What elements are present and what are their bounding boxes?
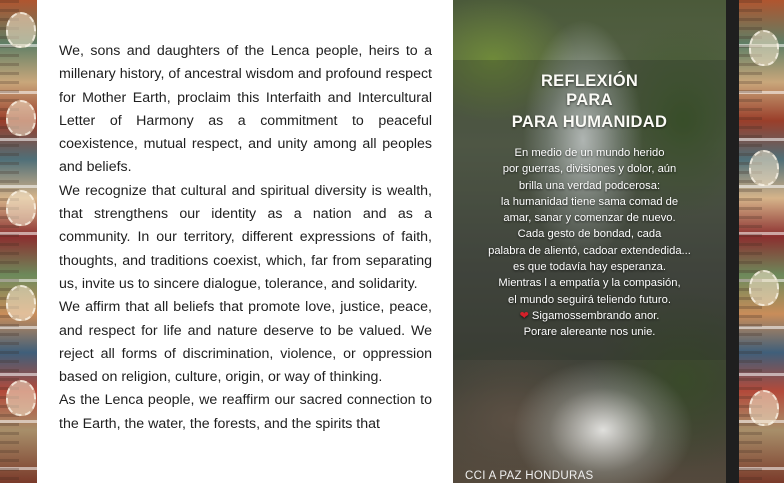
poem-line-with-heart (471, 308, 708, 324)
poem-line: brilla una verdad podcerosa: (518, 179, 661, 192)
stamp-collage-left (0, 0, 37, 483)
poster-poem (471, 145, 708, 341)
poster-title-line-3: PARA HUMANIDAD (511, 113, 668, 131)
stamp-portrait-icon (749, 30, 779, 66)
stamp-portrait-icon (6, 12, 36, 48)
poem-line: es que todavía hay esperanza. (512, 261, 666, 274)
letter-paragraph-3: We affirm that all beliefs that promote love, justice, peace, and respect for life and nature deserve to be valued. We reject all forms of discrimination, violence, or oppression based on religion, culture, origin, or way of thinking. (59, 299, 432, 386)
poem-line: Sigamossembrando anor. (531, 309, 660, 322)
stamp-collage-right (739, 0, 784, 483)
stamp-portrait-icon (6, 380, 36, 416)
poem-line: palabra de alientó, cadoar extendedida... (488, 244, 691, 257)
letter-body (59, 40, 432, 436)
letter-paragraph-1: We, sons and daughters of the Lenca people, heirs to a millenary history, of ancestral wisdom and profound respect for Mother Earth, proclaim this Interfaith and Intercultural Letter of Harmony as a commitment to peaceful coexistence, mutual respect, and unity among all peoples and beliefs. (59, 43, 432, 176)
poem-line: amar, sanar y comenzar de nuevo. (503, 212, 676, 225)
poem-line: Mientras l a empatía y la compasión, (498, 277, 681, 290)
waterfall-poster (453, 0, 726, 483)
poem-line: Porare alereante nos unie. (523, 326, 656, 339)
poem-line: la humanidad tiene sama comad de (500, 195, 679, 208)
poster-title-line-1: REFLEXIÓN (540, 72, 639, 90)
poster-title-line-2: PARA (566, 91, 613, 109)
letter-paragraph-4: As the Lenca people, we reaffirm our sacred connection to the Earth, the water, the forests, and the spirits that (59, 392, 432, 432)
stamp-portrait-icon (749, 390, 779, 426)
poem-line: Cada gesto de bondad, cada (517, 228, 662, 241)
poem-line: En medio de un mundo herido (514, 147, 665, 159)
stamp-portrait-icon (6, 100, 36, 136)
poster-credit: CCI A PAZ HONDURAS (465, 470, 594, 482)
poem-line: el mundo seguirá teliendo futuro. (508, 293, 671, 306)
stamp-portrait-icon (6, 190, 36, 226)
heart-icon: ❤ (519, 309, 529, 322)
stamp-portrait-icon (749, 150, 779, 186)
stamp-portrait-icon (749, 270, 779, 306)
letter-page (37, 0, 453, 483)
stamp-portrait-icon (6, 285, 36, 321)
gutter-divider (726, 0, 739, 483)
letter-paragraph-2: We recognize that cultural and spiritual diversity is wealth, that strengthens our identity as a nation and as a community. In our territory, different expressions of faith, thoughts, and traditions coexist, which, far from separating us, invite us to sincere dialogue, tolerance, and solidarity. (59, 182, 432, 292)
poem-line: por guerras, divisiones y dolor, aún (502, 163, 677, 176)
